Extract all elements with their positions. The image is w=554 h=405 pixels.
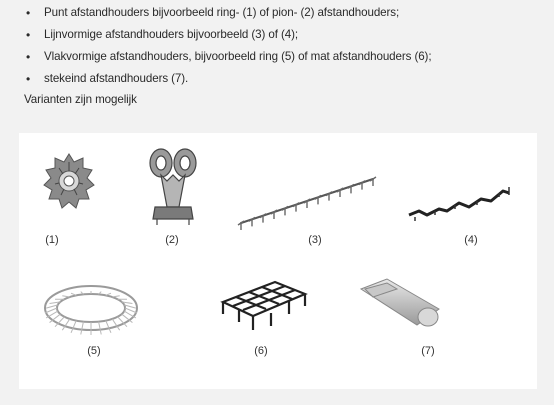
ring-spacer-icon [39,148,99,218]
figure-label-1: (1) [45,234,59,246]
bullet-item [22,71,431,93]
spacer-tooth [282,206,288,215]
ring-surface-spacer-icon [41,281,141,339]
figure-label-7: (7) [421,345,435,357]
ring-strut [81,322,84,335]
figure-label-2: (2) [165,234,179,246]
bullet-dot: • [26,6,31,20]
bullet-text: Lijnvormige afstandhouders bijvoorbeeld (3) of (4); [44,28,298,41]
bullet-text: Vlakvormige afstandhouders, bijvoorbeeld ring (5) of mat afstandhouders (6); [44,50,432,63]
spacer-tooth [348,184,354,193]
spacer-tooth [337,188,343,197]
bullet-dot: • [26,28,31,42]
mat-spacer-icon [219,268,309,338]
spacer-tooth [326,192,332,201]
spacer-figure-panel [19,133,537,389]
bullet-item [22,49,431,71]
ring-strut [106,321,111,333]
spacer-tooth [271,210,277,219]
figure-label-5: (5) [87,345,101,357]
spacer-tooth [249,217,255,226]
spacer-tooth [260,214,266,223]
spacer-tooth [315,195,321,204]
ring-strut [71,321,76,333]
pion-spacer-icon [147,145,199,227]
bullet-dot: • [26,50,31,64]
ring-strut [62,296,69,297]
spacer-tooth [293,203,299,212]
variants-note: Varianten zijn mogelijk [24,93,137,106]
spacer-tooth [359,181,365,190]
bullet-text: Punt afstandhouders bijvoorbeeld ring- (1) of pion- (2) afstandhouders; [44,6,400,19]
figure-label-6: (6) [254,345,268,357]
bullet-item [22,27,431,49]
figure-label-3: (3) [308,234,322,246]
bullet-text: stekeind afstandhouders (7). [44,72,189,85]
bullet-list [22,5,431,93]
ring-strut [99,322,102,335]
spacer-tooth [304,199,310,208]
wave-linear-spacer-icon [405,181,515,223]
ring-strut [62,319,69,330]
spacer-tooth [238,221,244,230]
linear-spacer-icon [237,173,379,231]
spacer-tooth [370,177,376,186]
ring-strut [112,319,119,330]
figure-label-4: (4) [464,234,478,246]
bullet-item [22,5,431,27]
bullet-dot: • [26,72,31,86]
ring-strut [112,296,119,297]
rebar-end-spacer-icon [357,275,443,333]
